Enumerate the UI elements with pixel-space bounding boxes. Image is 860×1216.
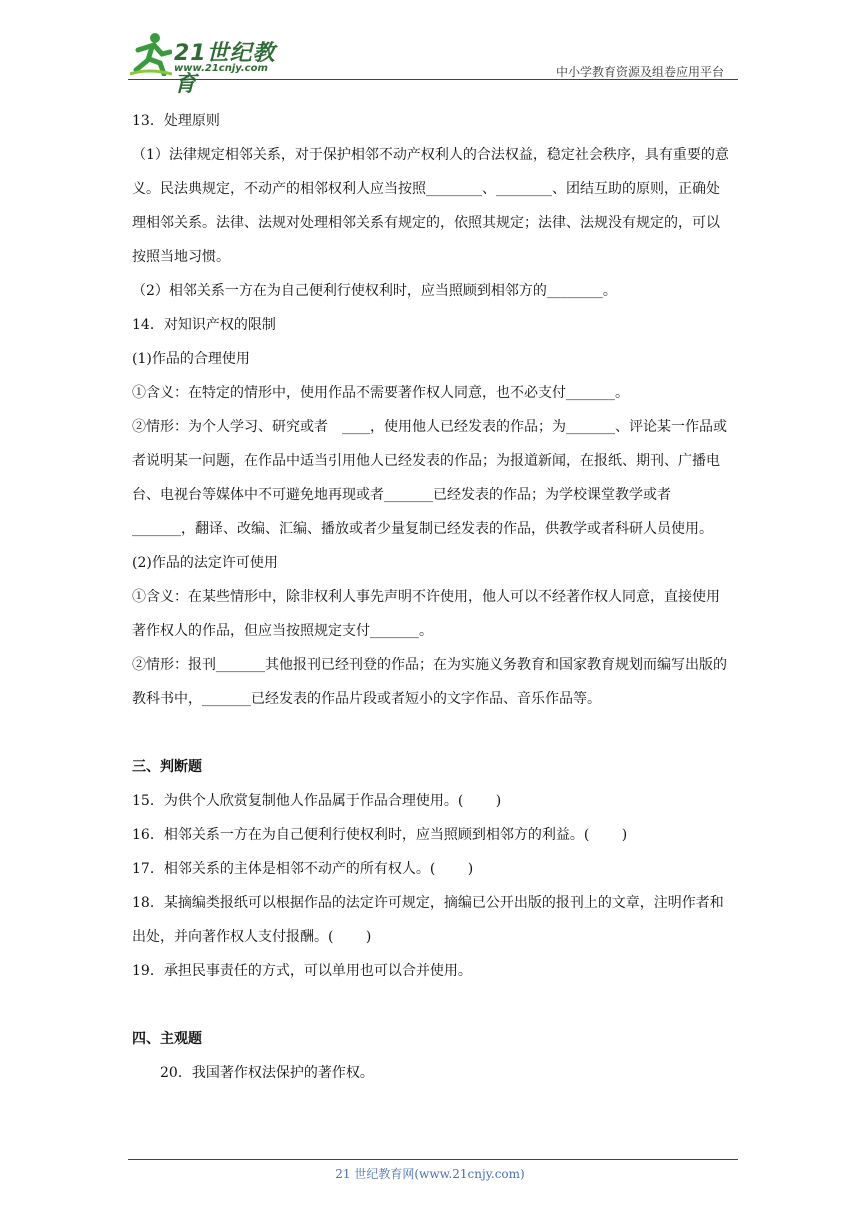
site-logo[interactable] (128, 30, 298, 97)
q20: 20．我国著作权法保护的著作权。 (160, 1065, 374, 1081)
header-divider (128, 79, 738, 80)
q14-s1-cases: ②情形：为个人学习、研究或者 ____，使用他人已经发表的作品；为_______、评论某一作品或者说明某一问题，在作品中适当引用他人已经发表的作品；为报道新闻，在报纸、期刊、广播电台、电视台等媒体中不可避免地再现或者_______已经发表的作品；为学校课堂教学或者_______，翻译、改编、汇编、播放或者少量复制已经发表的作品，供教学或者科研人员使用。 (132, 419, 727, 537)
document-body (132, 104, 732, 1090)
q13-paragraph-1: （1）法律规定相邻关系，对于保护相邻不动产权利人的合法权益，稳定社会秩序，具有重要的意义。民法典规定，不动产的相邻权利人应当按照________、________、团结互助的原则，正确处理相邻关系。法律、法规对处理相邻关系有规定的，依照其规定；法律、法规没有规定的，可以按照当地习惯。 (132, 147, 729, 265)
q14-section-1: (1)作品的合理使用 (132, 351, 250, 367)
q13-paragraph-2: （2）相邻关系一方在为自己便利行使权利时，应当照顾到相邻方的________。 (132, 283, 617, 299)
q14-s2-cases: ②情形：报刊_______其他报刊已经刊登的作品；在为实施义务教育和国家教育规划而编写出版的教科书中，_______已经发表的作品片段或者短小的文字作品、音乐作品等。 (132, 657, 727, 707)
q14-s2-definition: ①含义：在某些情形中，除非权利人事先声明不许使用，他人可以不经著作权人同意，直接使用著作权人的作品，但应当按照规定支付_______。 (132, 589, 720, 639)
section-3-heading: 三、判断题 (132, 759, 202, 775)
page-header (128, 30, 736, 97)
q14-section-2: (2)作品的法定许可使用 (132, 555, 278, 571)
q13-title: 13．处理原则 (132, 113, 220, 129)
q17: 17．相邻关系的主体是相邻不动产的所有权人。( ) (132, 861, 474, 877)
runner-logo-icon (128, 30, 172, 76)
q15: 15．为供个人欣赏复制他人作品属于作品合理使用。( ) (132, 793, 502, 809)
q14-title: 14．对知识产权的限制 (132, 317, 276, 333)
section-4-heading: 四、主观题 (132, 1031, 202, 1047)
footer-text[interactable]: 21 世纪教育网(www.21cnjy.com) (335, 1167, 525, 1181)
q19: 19．承担民事责任的方式，可以单用也可以合并使用。 (132, 963, 472, 979)
q18: 18．某摘编类报纸可以根据作品的法定许可规定，摘编已公开出版的报刊上的文章，注明作者和出处，并向著作权人支付报酬。( ) (132, 895, 724, 945)
platform-name: 中小学教育资源及组卷应用平台 (555, 65, 724, 79)
logo-text: 21世纪教育 (174, 41, 276, 97)
q14-s1-definition: ①含义：在特定的情形中，使用作品不需要著作权人同意，也不必支付_______。 (132, 385, 629, 401)
logo-url: www.21cnjy.com (174, 63, 268, 74)
q16: 16．相邻关系一方在为自己便利行使权利时，应当照顾到相邻方的利益。( ) (132, 827, 628, 843)
footer-divider (128, 1159, 738, 1160)
